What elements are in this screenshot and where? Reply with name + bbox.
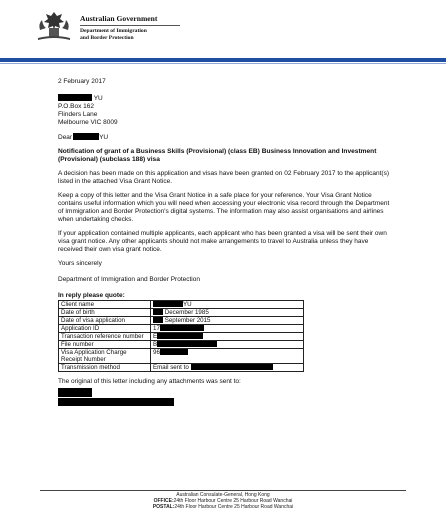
redaction (58, 94, 92, 101)
closing: Yours sincerely (58, 260, 102, 267)
ref-value: YU (151, 301, 304, 309)
address-line-1: P.O.Box 162 (58, 103, 95, 110)
agency-block (80, 14, 200, 41)
redaction (191, 364, 273, 370)
footer-office: OFFICE:24th Floor Harbour Centre 25 Harbour Road Wanchai (153, 498, 293, 504)
redaction (160, 325, 204, 331)
table-row (59, 341, 304, 349)
letter-footer (0, 492, 446, 510)
ref-value: 96 (151, 349, 304, 364)
coat-of-arms-icon (34, 8, 74, 42)
addressee-name (58, 94, 394, 103)
ref-label: Transmission method (59, 364, 151, 372)
redaction (58, 398, 174, 406)
salutation-word: Dear (58, 134, 73, 141)
ref-label: Client name (59, 301, 151, 309)
government-name: Australian Government (80, 14, 158, 23)
table-row (59, 317, 304, 325)
redaction (153, 301, 183, 307)
table-row (59, 309, 304, 317)
address-line-3: Melbourne VIC 8009 (58, 119, 118, 126)
ref-value: 17 (151, 325, 304, 333)
ref-label: Visa Application Charge Receipt Number (59, 349, 151, 364)
redaction (73, 133, 99, 140)
paragraph-decision: A decision has been made on this application and visas have been granted on 02 February 2017 to the applicant(s) listed in the attached Visa Grant Notice. (58, 170, 389, 185)
letterhead (0, 0, 446, 58)
ref-value: B (151, 341, 304, 349)
table-row (59, 349, 304, 364)
letter-body (58, 78, 394, 406)
ref-value: E (151, 333, 304, 341)
ref-label: Date of visa application (59, 317, 151, 325)
footer-divider (40, 490, 406, 491)
letterhead-divider (80, 25, 180, 26)
reference-table (58, 300, 304, 372)
ref-value: September 2015 (151, 317, 304, 325)
header-bar (0, 58, 446, 62)
salutation-surname: YU (99, 134, 109, 141)
redaction (157, 341, 217, 347)
footer-consulate: Australian Consulate-General, Hong Kong (176, 492, 270, 498)
table-row (59, 325, 304, 333)
paragraph-keep-copy: Keep a copy of this letter and the Visa Grant Notice in a safe place for your reference. Your Visa Grant Notice contains useful information which you will need when accessing your electronic visa record through the Department of Immigration and Border Protection's digital systems. The information may also assist organisations and airlines when undertaking checks. (58, 192, 390, 223)
redaction (157, 333, 203, 339)
ref-label: File number (59, 341, 151, 349)
footer-postal: POSTAL:24th Floor Harbour Centre 25 Harbour Road Wanchai (152, 504, 294, 510)
redaction (153, 317, 163, 323)
letter-subject: Notification of grant of a Business Skills (Provisional) (class EB) Business Innovation and Investment (Provisional) (subclass 188) visa (58, 148, 377, 163)
ref-value: December 1985 (151, 309, 304, 317)
table-row (59, 301, 304, 309)
address-line-2: Flinders Lane (58, 111, 98, 118)
department-line-2: and Border Protection (80, 34, 134, 41)
addressee-surname: YU (93, 95, 103, 102)
ref-label: Transaction reference number (59, 333, 151, 341)
letter-date: 2 February 2017 (58, 78, 106, 85)
paragraph-multiple-applicants: If your application contained multiple applicants, each applicant who has been granted a visa will be sent their own visa grant notice. Any other applicants should not make arrangements to travel to Australia unless they have received their own visa grant notice. (58, 230, 387, 253)
ref-value: Email sent to (151, 364, 304, 372)
department-line-1: Department of Immigration (80, 28, 147, 34)
redaction (153, 309, 163, 315)
table-row (59, 364, 304, 372)
header-bar-thin (0, 63, 446, 64)
redaction (58, 388, 92, 397)
redaction (160, 349, 188, 355)
ref-label: Date of birth (59, 309, 151, 317)
reply-heading: In reply please quote: (58, 292, 125, 299)
signoff: Department of Immigration and Border Protection (58, 276, 200, 283)
sent-to-note: The original of this letter including any attachments was sent to: (58, 378, 241, 385)
salutation (58, 133, 394, 142)
ref-label: Application ID (59, 325, 151, 333)
table-row (59, 333, 304, 341)
